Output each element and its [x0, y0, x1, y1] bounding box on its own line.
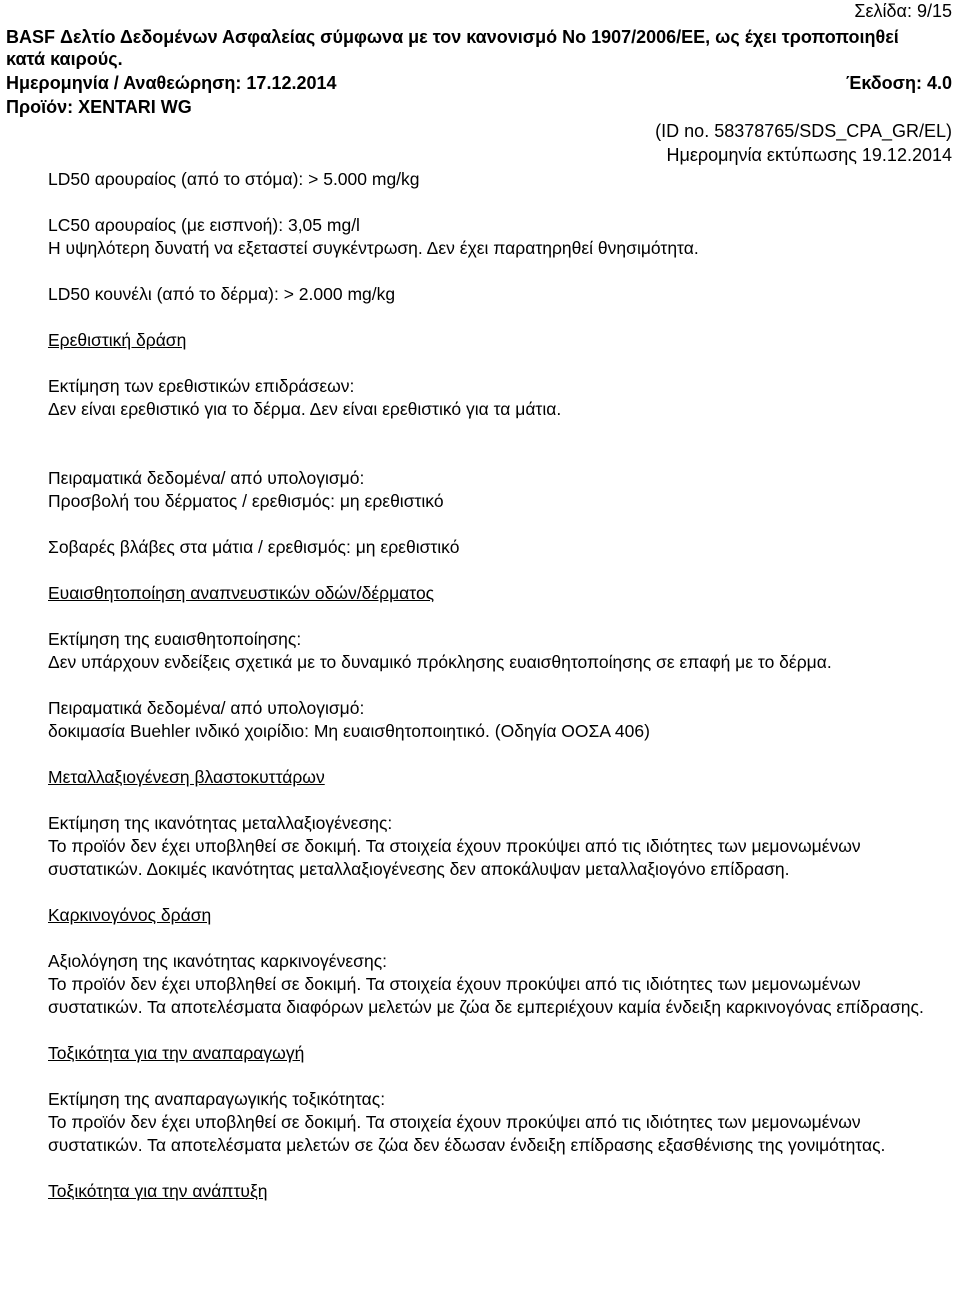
experimental-data-label: Πειραματικά δεδομένα/ από υπολογισμό:: [48, 468, 365, 488]
mutagenicity-heading: Μεταλλαξιογένεση βλαστοκυττάρων: [48, 767, 325, 787]
experimental-data-label-2: Πειραματικά δεδομένα/ από υπολογισμό:: [48, 698, 365, 718]
irritation-assessment-text: Δεν είναι ερεθιστικό για το δέρμα. Δεν είναι ερεθιστικό για τα μάτια.: [48, 399, 562, 419]
product-prefix: Προϊόν:: [6, 97, 79, 117]
sensitization-assessment-label: Εκτίμηση της ευαισθητοποίησης:: [48, 629, 302, 649]
product-value: XENTARI WG: [78, 97, 192, 117]
ld50-dermal: LD50 κουνέλι (από το δέρμα): > 2.000 mg/kg: [48, 284, 396, 304]
reproductive-toxicity-heading: Τοξικότητα για την αναπαραγωγή: [48, 1043, 305, 1063]
mutagenicity-assessment-text: Το προϊόν δεν έχει υποβληθεί σε δοκιμή. Τα στοιχεία έχουν προκύψει από τις ιδιότητες των μεμονωμένων συστατικών. Δοκιμές ικανότητας μεταλλαξιογένεσης δεν αποκάλυψαν μεταλλαξιογόνο επίδραση.: [48, 836, 861, 879]
version-number: Έκδοση: 4.0: [845, 73, 952, 93]
mutagenicity-assessment-label: Εκτίμηση της ικανότητας μεταλλαξιογένεσης:: [48, 813, 393, 833]
ld50-oral: LD50 αρουραίος (από το στόμα): > 5.000 mg/kg: [48, 169, 420, 189]
print-date: Ημερομηνία εκτύπωσης 19.12.2014: [666, 145, 952, 165]
developmental-toxicity-heading: Τοξικότητα για την ανάπτυξη: [48, 1181, 268, 1201]
document-id: (ID no. 58378765/SDS_CPA_GR/EL): [655, 121, 952, 141]
lc50-inhalation: LC50 αρουραίος (με εισπνοή): 3,05 mg/l: [48, 215, 360, 235]
lc50-note: Η υψηλότερη δυνατή να εξεταστεί συγκέντρωση. Δεν έχει παρατηρηθεί θνησιμότητα.: [48, 238, 699, 258]
document-body: [48, 168, 938, 1226]
irritation-assessment-label: Εκτίμηση των ερεθιστικών επιδράσεων:: [48, 376, 355, 396]
irritation-heading: Ερεθιστική δράση: [48, 330, 187, 350]
sensitization-assessment-text: Δεν υπάρχουν ενδείξεις σχετικά με το δυναμικό πρόκλησης ευαισθητοποίησης σε επαφή με το δέρμα.: [48, 652, 832, 672]
eye-damage: Σοβαρές βλάβες στα μάτια / ερεθισμός: μη ερεθιστικό: [48, 537, 460, 557]
reproductive-assessment-label: Εκτίμηση της αναπαραγωγικής τοξικότητας:: [48, 1089, 386, 1109]
page-number: Σελίδα: 9/15: [854, 1, 952, 21]
document-title-continued: κατά καιρούς.: [6, 49, 123, 69]
reproductive-assessment-text: Το προϊόν δεν έχει υποβληθεί σε δοκιμή. Τα στοιχεία έχουν προκύψει από τις ιδιότητες των μεμονωμένων συστατικών. Τα αποτελέσματα μελετών σε ζώα δεν έδωσαν ένδειξη επίδρασης εξασθένισης της γονιμότητας.: [48, 1112, 886, 1155]
document-title: BASF Δελτίο Δεδομένων Ασφαλείας σύμφωνα με τον κανονισμό No 1907/2006/ΕΕ, ως έχει τροποποιηθεί: [6, 27, 899, 47]
revision-date: Ημερομηνία / Αναθεώρηση: 17.12.2014: [6, 73, 337, 93]
product-name: [6, 96, 192, 118]
carcinogenicity-assessment-label: Αξιολόγηση της ικανότητας καρκινογένεσης:: [48, 951, 387, 971]
buehler-test: δοκιμασία Buehler ινδικό χοιρίδιο: Μη ευαισθητοποιητικό. (Οδηγία ΟΟΣΑ 406): [48, 721, 650, 741]
carcinogenicity-assessment-text: Το προϊόν δεν έχει υποβληθεί σε δοκιμή. Τα στοιχεία έχουν προκύψει από τις ιδιότητες των μεμονωμένων συστατικών. Τα αποτελέσματα διαφόρων μελετών με ζώα δε εμπεριέχουν καμία ένδειξη καρκινογόνας επίδρασης.: [48, 974, 924, 1017]
carcinogenicity-heading: Καρκινογόνος δράση: [48, 905, 212, 925]
skin-irritation: Προσβολή του δέρματος / ερεθισμός: μη ερεθιστικό: [48, 491, 444, 511]
sensitization-heading: Ευαισθητοποίηση αναπνευστικών οδών/δέρματος: [48, 583, 435, 603]
